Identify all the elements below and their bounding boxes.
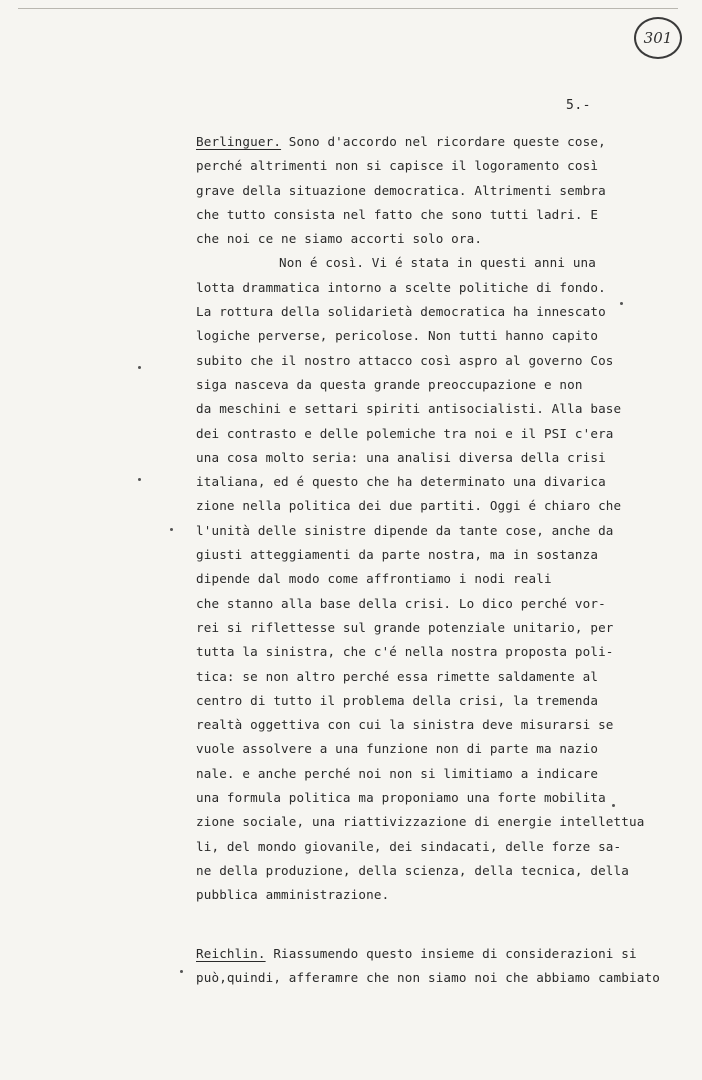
text-line: realtà oggettiva con cui la sinistra deve misurarsi se	[196, 717, 614, 733]
scan-speck	[612, 804, 615, 807]
text-line: può,quindi, afferamre che non siamo noi che abbiamo cambiato	[196, 970, 660, 986]
text-line: ne della produzione, della scienza, della tecnica, della	[196, 862, 629, 878]
scan-speck	[620, 302, 623, 305]
text-line: zione sociale, una riattivizzazione di energie intellettua	[196, 814, 645, 830]
text-line: giusti atteggiamenti da parte nostra, ma in sostanza	[196, 547, 599, 563]
text-line: vuole assolvere a una funzione non di parte ma nazio	[196, 741, 599, 757]
text-line: Non é così. Vi é stata in questi anni una	[279, 255, 597, 271]
paragraph-berlinguer	[196, 130, 645, 908]
stamp-number: 301	[643, 29, 673, 47]
speaker-name: Berlinguer.	[196, 134, 282, 149]
text-line: subito che il nostro attacco così aspro al governo Cos	[196, 352, 614, 368]
paragraph-reichlin	[196, 942, 660, 991]
top-rule	[18, 8, 678, 9]
scan-speck	[138, 478, 141, 481]
text-line: zione nella politica dei due partiti. Oggi é chiaro che	[196, 498, 622, 514]
text-line: una cosa molto seria: una analisi diversa della crisi	[196, 449, 606, 465]
text-line: La rottura della solidarietà democratica ha innescato	[196, 304, 606, 320]
scan-speck	[138, 366, 141, 369]
text-line: lotta drammatica intorno a scelte politiche di fondo.	[196, 279, 606, 295]
text-line: centro di tutto il problema della crisi, la tremenda	[196, 692, 599, 708]
page-stamp	[634, 17, 682, 59]
text-line: tica: se non altro perché essa rimette saldamente al	[196, 668, 599, 684]
scan-speck	[170, 528, 173, 531]
text-line: logiche perverse, pericolose. Non tutti hanno capito	[196, 328, 599, 344]
text-line: da meschini e settari spiriti antisocialisti. Alla base	[196, 401, 622, 417]
text-line: che noi ce ne siamo accorti solo ora.	[196, 231, 483, 247]
text-line: italiana, ed é questo che ha determinato una divarica	[196, 474, 606, 490]
text-line: dei contrasto e delle polemiche tra noi e il PSI c'era	[196, 425, 614, 441]
text-line: rei si riflettesse sul grande potenziale unitario, per	[196, 619, 614, 635]
text-line: che tutto consista nel fatto che sono tutti ladri. E	[196, 206, 599, 222]
text-line: l'unità delle sinistre dipende da tante cose, anche da	[196, 522, 614, 538]
text-line: Reichlin. Riassumendo questo insieme di considerazioni si	[196, 946, 637, 961]
text-line: nale. e anche perché noi non si limitiamo a indicare	[196, 765, 599, 781]
text-line: perché altrimenti non si capisce il logoramento così	[196, 158, 599, 174]
page-number: 5.-	[566, 98, 591, 113]
text-line: dipende dal modo come affrontiamo i nodi reali	[196, 571, 552, 587]
scan-speck	[180, 970, 183, 973]
text-line: pubblica amministrazione.	[196, 887, 390, 903]
speaker-name: Reichlin.	[196, 946, 266, 961]
text-line: una formula politica ma proponiamo una forte mobilita	[196, 790, 606, 806]
text-line: che stanno alla base della crisi. Lo dico perché vor-	[196, 595, 606, 611]
text-line: tutta la sinistra, che c'é nella nostra proposta poli-	[196, 644, 614, 660]
text-line: grave della situazione democratica. Altrimenti sembra	[196, 182, 606, 198]
text-line: Berlinguer. Sono d'accordo nel ricordare queste cose,	[196, 134, 606, 149]
text-line: li, del mondo giovanile, dei sindacati, delle forze sa-	[196, 838, 622, 854]
text-line: siga nasceva da questa grande preoccupazione e non	[196, 376, 583, 392]
